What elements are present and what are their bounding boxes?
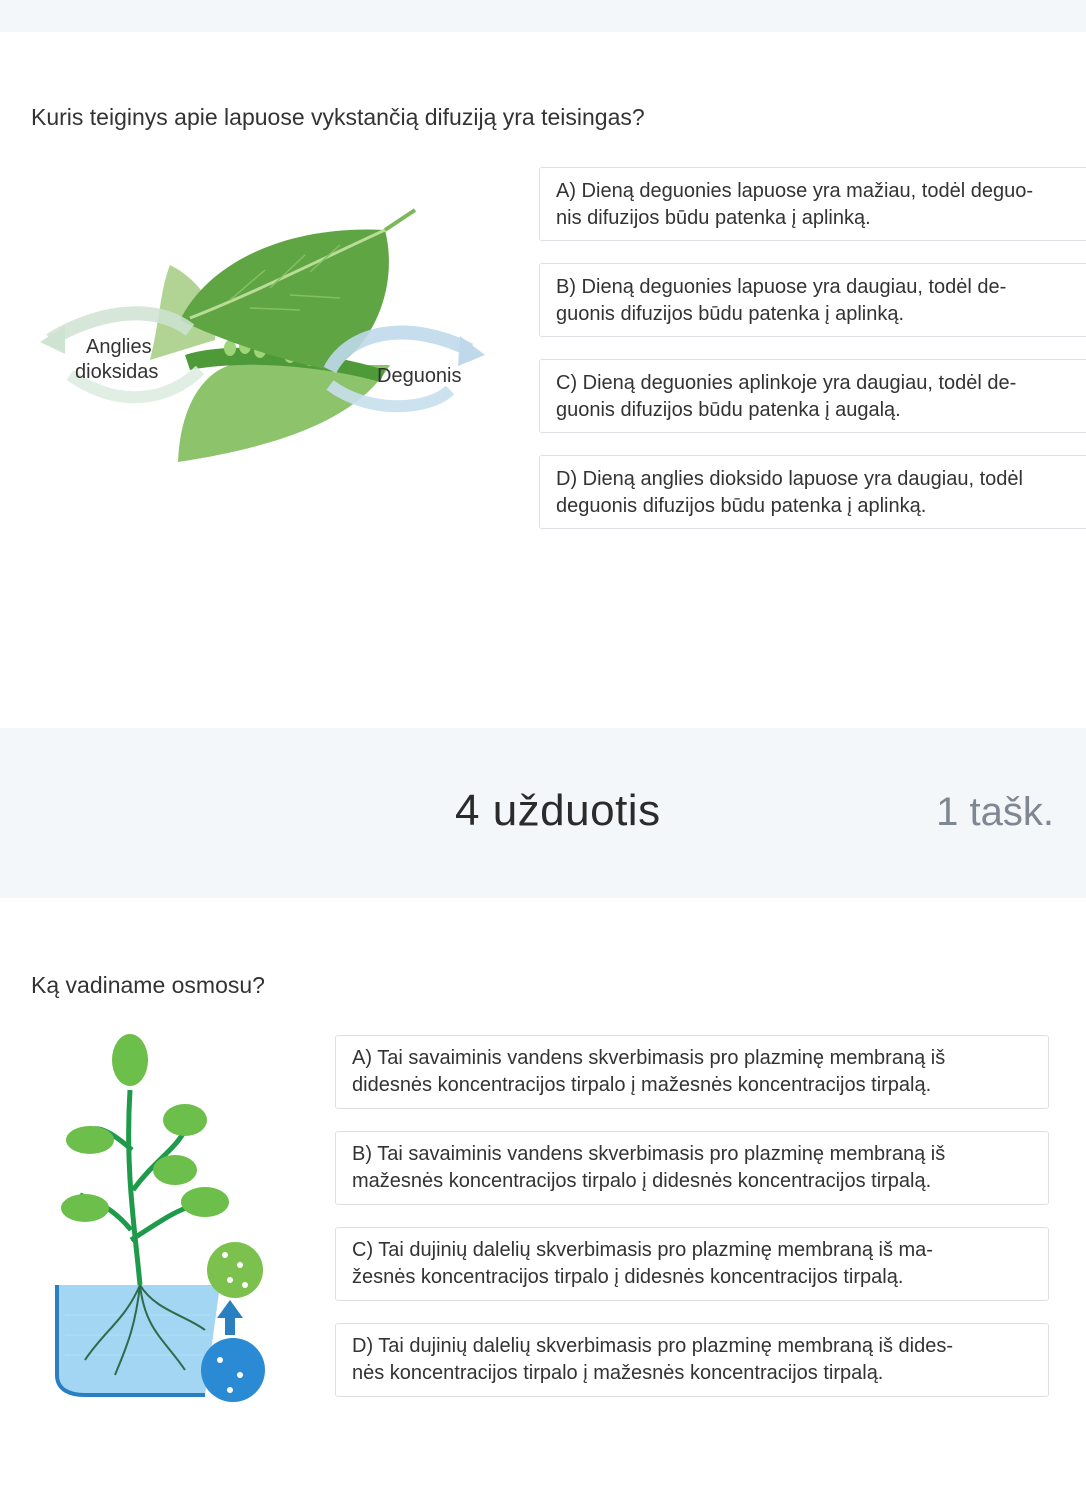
co2-label-line2: dioksidas xyxy=(75,361,159,383)
task-title: 4 užduotis xyxy=(455,786,661,835)
task3-option-a[interactable]: A) Dieną deguonies lapuose yra mažiau, todėl deguo- nis difuzijos būdu patenka į aplinką. xyxy=(539,167,1086,241)
task4-option-a[interactable]: A) Tai savaiminis vandens skverbimasis pro plazminę membraną iš didesnės koncentracijos tirpalo į mažesnės koncentracijos tirpalą. xyxy=(335,1035,1049,1109)
task4-option-d[interactable]: D) Tai dujinių dalelių skverbimasis pro plazminę membraną iš dides- nės koncentracijos tirpalo į mažesnės koncentracijos tirpalą. xyxy=(335,1323,1049,1397)
task3-option-d[interactable]: D) Dieną anglies dioksido lapuose yra daugiau, todėl deguonis difuzijos būdu patenka į aplinką. xyxy=(539,455,1086,529)
task4-header xyxy=(0,728,1086,898)
task-points: 1 tašk. xyxy=(936,790,1054,834)
o2-label: Deguonis xyxy=(377,365,462,387)
task4-option-b[interactable]: B) Tai savaiminis vandens skverbimasis pro plazminę membraną iš mažesnės koncentracijos tirpalo į didesnės koncentracijos tirpalą. xyxy=(335,1131,1049,1205)
top-bar xyxy=(0,0,1086,32)
task3-option-b[interactable]: B) Dieną deguonies lapuose yra daugiau, todėl de- guonis difuzijos būdu patenka į aplinką. xyxy=(539,263,1086,337)
task4-option-c[interactable]: C) Tai dujinių dalelių skverbimasis pro plazminę membraną iš ma- žesnės koncentracijos tirpalo į didesnės koncentracijos tirpalą. xyxy=(335,1227,1049,1301)
co2-label-line1: Anglies xyxy=(86,336,152,358)
osmosis-plant-illustration xyxy=(45,1030,275,1410)
task3-question: Kuris teiginys apie lapuose vykstančią difuziją yra teisingas? xyxy=(31,104,645,130)
task4-question: Ką vadiname osmosu? xyxy=(31,972,265,998)
leaf-diffusion-illustration xyxy=(30,200,500,470)
task3-option-c[interactable]: C) Dieną deguonies aplinkoje yra daugiau, todėl de- guonis difuzijos būdu patenka į augalą. xyxy=(539,359,1086,433)
